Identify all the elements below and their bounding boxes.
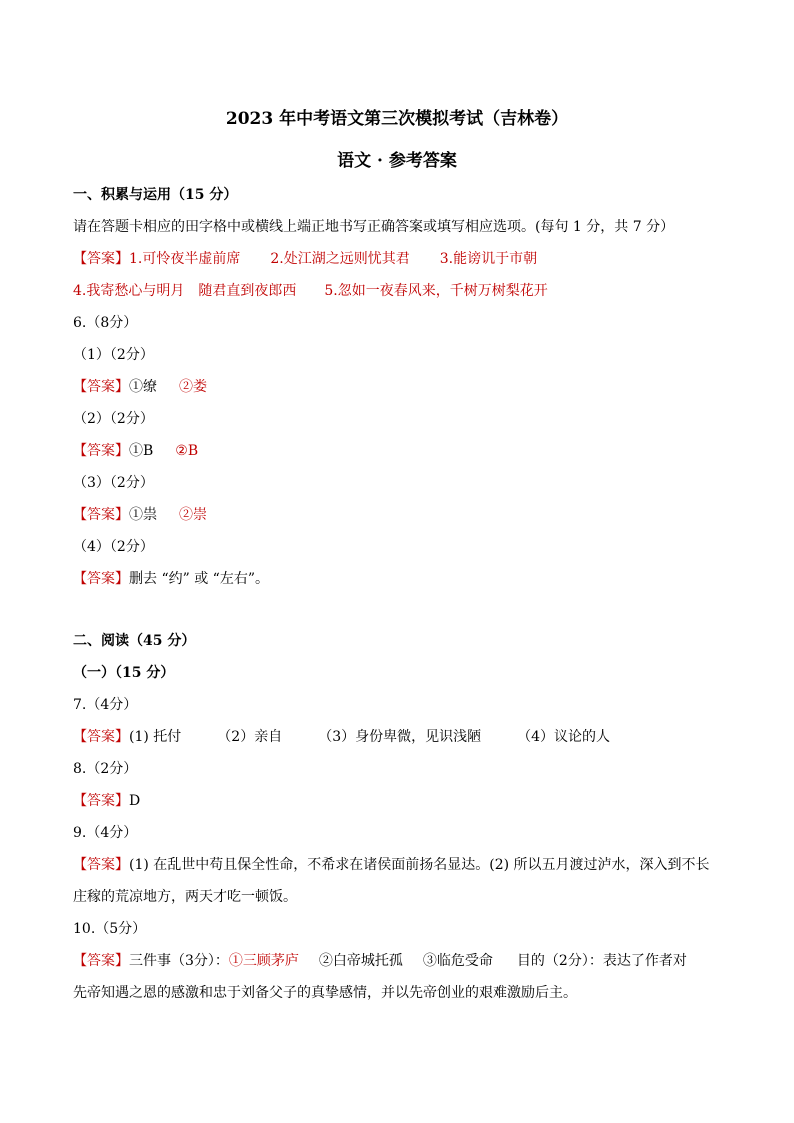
- answer-tag: 【答案】: [73, 793, 129, 809]
- answer-item: 5.忽如一夜春风来，千树万树梨花开: [324, 283, 548, 299]
- answer-continuation: 庄稼的荒凉地方，两天才吃一顿饭。: [73, 889, 297, 905]
- section-heading: 二、阅读（45 分）: [73, 633, 196, 649]
- question-label: 8.（2分）: [73, 761, 138, 777]
- answer-line: [73, 377, 207, 397]
- question-label: 7.（4分）: [73, 697, 138, 713]
- subquestion-label: （4）（2分）: [73, 539, 154, 555]
- instruction-text: 请在答题卡相应的田字格中或横线上端正地书写正确答案或填写相应选项。(每句 1 分，共 7 分）: [73, 219, 675, 235]
- answer-item: ②崇: [179, 507, 207, 523]
- answer-item: ③临危受命: [422, 953, 493, 969]
- page-title: 2023 年中考语文第三次模拟考试（吉林卷）: [225, 109, 569, 129]
- subsection-heading: （一）（15 分）: [73, 665, 175, 681]
- answer-text: 目的（2分）：表达了作者对: [516, 953, 687, 969]
- answer-tag: 【答案】: [73, 571, 129, 587]
- answer-line: [73, 727, 610, 747]
- answer-line: [73, 569, 269, 589]
- answer-tag: 【答案】: [73, 953, 129, 969]
- answer-tag: 【答案】: [73, 443, 129, 459]
- answer-item: ①祟: [129, 507, 157, 523]
- answer-item: ②白帝城托孤: [318, 953, 403, 969]
- answer-item: ①B: [129, 443, 154, 459]
- answer-line: [73, 505, 207, 525]
- answer-item: （2）亲自: [217, 729, 283, 745]
- answer-line-q4-5: [73, 281, 548, 301]
- question-label: 6.（8分）: [73, 315, 138, 331]
- question-label: 10.（5分）: [73, 921, 147, 937]
- answer-item: 2.处江湖之远则忧其君: [270, 251, 410, 267]
- answer-item: （3）身份卑微，见识浅陋: [318, 729, 482, 745]
- answer-tag: 【答案】: [73, 379, 129, 395]
- answer-line: [73, 791, 140, 811]
- subquestion-label: （2）（2分）: [73, 411, 154, 427]
- section-heading: 一、积累与运用（15 分）: [73, 187, 238, 203]
- answer-line-q1-3: [73, 249, 537, 269]
- answer-item: 3.能谤讥于市朝: [439, 251, 538, 267]
- answer-item: 删去 “约” 或 “左右”。: [129, 571, 269, 587]
- subquestion-label: （3）（2分）: [73, 475, 154, 491]
- answer-item: (1) 托付: [129, 729, 182, 745]
- page-subtitle: 语文 · 参考答案: [337, 151, 457, 171]
- answer-tag: 【答案】: [73, 507, 129, 523]
- answer-item: ②娄: [179, 379, 207, 395]
- answer-text: 三件事（3分）：: [129, 953, 229, 969]
- answer-item: D: [129, 793, 141, 809]
- question-label: 9.（4分）: [73, 825, 138, 841]
- answer-tag: 【答案】: [73, 857, 129, 873]
- answer-line: [73, 441, 198, 461]
- answer-line: [73, 951, 687, 971]
- answer-item: ①缭: [129, 379, 157, 395]
- subquestion-label: （1）（2分）: [73, 347, 154, 363]
- answer-item: （4）议论的人: [517, 729, 611, 745]
- answer-item: ①三顾茅庐: [228, 953, 299, 969]
- answer-item: 1.可怜夜半虚前席: [129, 251, 241, 267]
- answer-continuation: 先帝知遇之恩的感激和忠于刘备父子的真挚感情，并以先帝创业的艰难激励后主。: [73, 985, 577, 1001]
- answer-item: ②B: [175, 443, 199, 459]
- answer-tag: 【答案】: [73, 251, 129, 267]
- answer-item: 4.我寄愁心与明月 随君直到夜郎西: [73, 283, 297, 299]
- answer-tag: 【答案】: [73, 729, 129, 745]
- answer-line: [73, 855, 710, 875]
- answer-text: (1) 在乱世中苟且保全性命，不希求在诸侯面前扬名显达。(2) 所以五月渡过泸水，深入到不长: [129, 857, 710, 873]
